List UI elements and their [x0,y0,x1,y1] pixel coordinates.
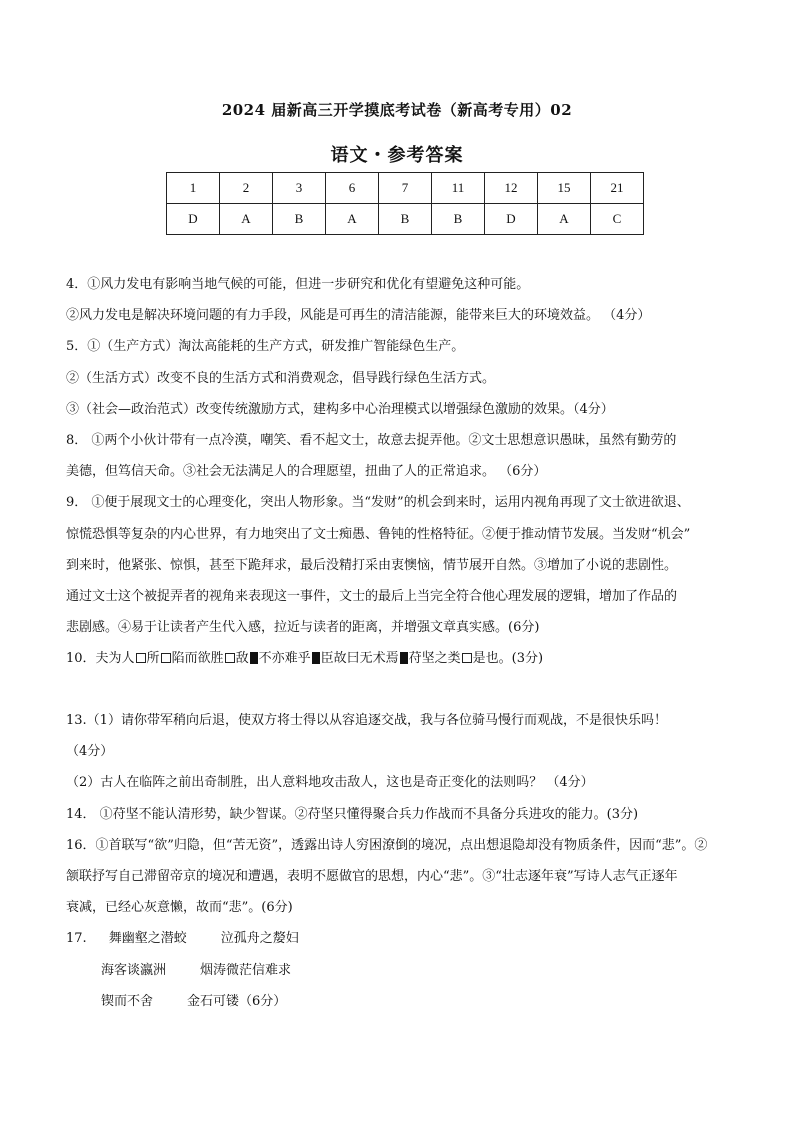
q17-verse: 泣孤舟之嫠妇 [220,931,299,947]
q17-verse: 海客谈瀛洲 [101,962,167,978]
answer-cell: A [538,204,591,235]
filled-box-mark [400,652,408,664]
answer-line-q10 [66,643,756,674]
hollow-box-mark [462,653,472,663]
question-number-cell: 2 [220,173,273,204]
answer-line: 到来时，他紧张、惊惧，甚至下跪拜求，最后没精打采由衷懊恼，情节展开自然。③增加了小说的悲剧性。 [66,557,678,573]
answer-line: 4．①风力发电有影响当地气候的可能，但进一步研究和优化有望避免这种可能。 [66,277,530,292]
answer-line-q17-3 [66,986,756,1017]
answer-line: 16．①首联写“欲”归隐，但“苦无资”，透露出诗人穷困潦倒的境况，点出想退隐却没有物质条件，因而“悲”。② [66,837,708,853]
document-subtitle: 语文・参考答案 [330,145,464,166]
q10-text: 10．夫为人 [66,651,135,667]
q17-verse: 烟涛微茫信难求 [200,962,292,978]
question-number-cell: 7 [379,173,432,204]
question-number-cell: 3 [273,173,326,204]
q10-text: 不亦难乎 [258,651,311,667]
question-number-cell: 1 [167,173,220,204]
answer-line: 衰减，已经心灰意懒，故而“悲”。(6分) [66,900,293,916]
answer-line: ③（社会—政治范式）改变传统激励方式，建构多中心治理模式以增强绿色激励的效果。（4分） [66,401,614,417]
hollow-box-mark [225,653,235,663]
answer-line: 通过文士这个被捉弄者的视角来表现这一事件，文士的最后上当完全符合他心理发展的逻辑，增加了作品的 [66,588,678,604]
answer-cell: B [379,204,432,235]
answer-cell: D [485,204,538,235]
q10-text: 是也。(3分) [472,651,544,667]
question-number-cell: 12 [485,173,538,204]
answer-line: （4分） [66,744,114,760]
document-title: 2024 届新高三开学摸底考试卷（新高考专用）02 [221,101,573,119]
answer-line: ②（生活方式）改变不良的生活方式和消费观念，倡导践行绿色生活方式。 [66,370,496,386]
question-number-cell: 11 [432,173,485,204]
answer-block-q4 [66,269,756,674]
q10-text: 苻坚之类 [408,651,461,667]
q10-text: 陷而欲胜 [171,651,224,667]
answer-line: ②风力发电是解决环境问题的有力手段，风能是可再生的清洁能源，能带来巨大的环境效益。 （4分） [66,308,651,324]
q17-verse: 舞幽壑之潜蛟 [108,931,187,947]
answer-line-q17-2 [66,955,756,986]
answer-cell: D [167,204,220,235]
filled-box-mark [312,652,320,664]
answer-line: 悲剧感。④易于让读者产生代入感，拉近与读者的距离，并增强文章真实感。(6分) [66,620,540,636]
answer-line: 8． ①两个小伙计带有一点冷漠，嘲笑、看不起文士，故意去捉弄他。②文士思想意识愚昧，虽然有勤劳的 [66,432,677,448]
answer-line: 5．①（生产方式）淘汰高能耗的生产方式，研发推广智能绿色生产。 [66,339,465,355]
answer-line: 13.（1）请你带军稍向后退，使双方将士得以从容追逐交战，我与各位骑马慢行而观战，不是很快乐吗！ [66,713,667,728]
answer-cell: B [273,204,326,235]
answer-cell: C [591,204,644,235]
q10-text: 敌 [235,651,249,667]
answer-table [166,172,644,235]
answer-block-q13 [66,705,756,1017]
hollow-box-mark [136,653,146,663]
answer-line: 颔联抒写自己滞留帝京的境况和遭遇，表明不愿做官的思想，内心“悲”。③“壮志逐年衰”写诗人志气正逐年 [66,868,678,884]
filled-box-mark [250,652,258,664]
answer-table-answers-row [167,204,644,235]
answer-cell: A [326,204,379,235]
answer-line: 14． ①苻坚不能认清形势，缺少智谋。②苻坚只懂得聚合兵力作战而不具备分兵进攻的能力。(3分) [66,806,639,822]
answer-line: 美德，但笃信天命。③社会无法满足人的合理愿望，扭曲了人的正常追求。 （6分） [66,464,547,480]
answer-cell: A [220,204,273,235]
answer-line: 惊慌恐惧等复杂的内心世界，有力地突出了文士痴愚、鲁钝的性格特征。②便于推动情节发展。当发财“机会” [66,526,691,542]
answer-line: （2）古人在临阵之前出奇制胜，出人意料地攻击敌人，这也是奇正变化的法则吗？ （4分） [66,775,594,791]
question-number-cell: 6 [326,173,379,204]
answer-line-q17-1 [66,923,756,954]
q17-number: 17. [66,931,87,947]
answer-table-questions-row [167,173,644,204]
answer-line: 9． ①便于展现文士的心理变化，突出人物形象。当“发财”的机会到来时，运用内视角再现了文士欲进欲退、 [66,495,690,511]
q17-verse: 锲而不舍 [101,993,154,1009]
question-number-cell: 15 [538,173,591,204]
question-number-cell: 21 [591,173,644,204]
answer-cell: B [432,204,485,235]
q10-text: 所 [146,651,160,667]
q10-text: 臣故曰无术焉 [320,651,399,667]
hollow-box-mark [161,653,171,663]
q17-verse: 金石可镂（6分） [187,993,287,1009]
